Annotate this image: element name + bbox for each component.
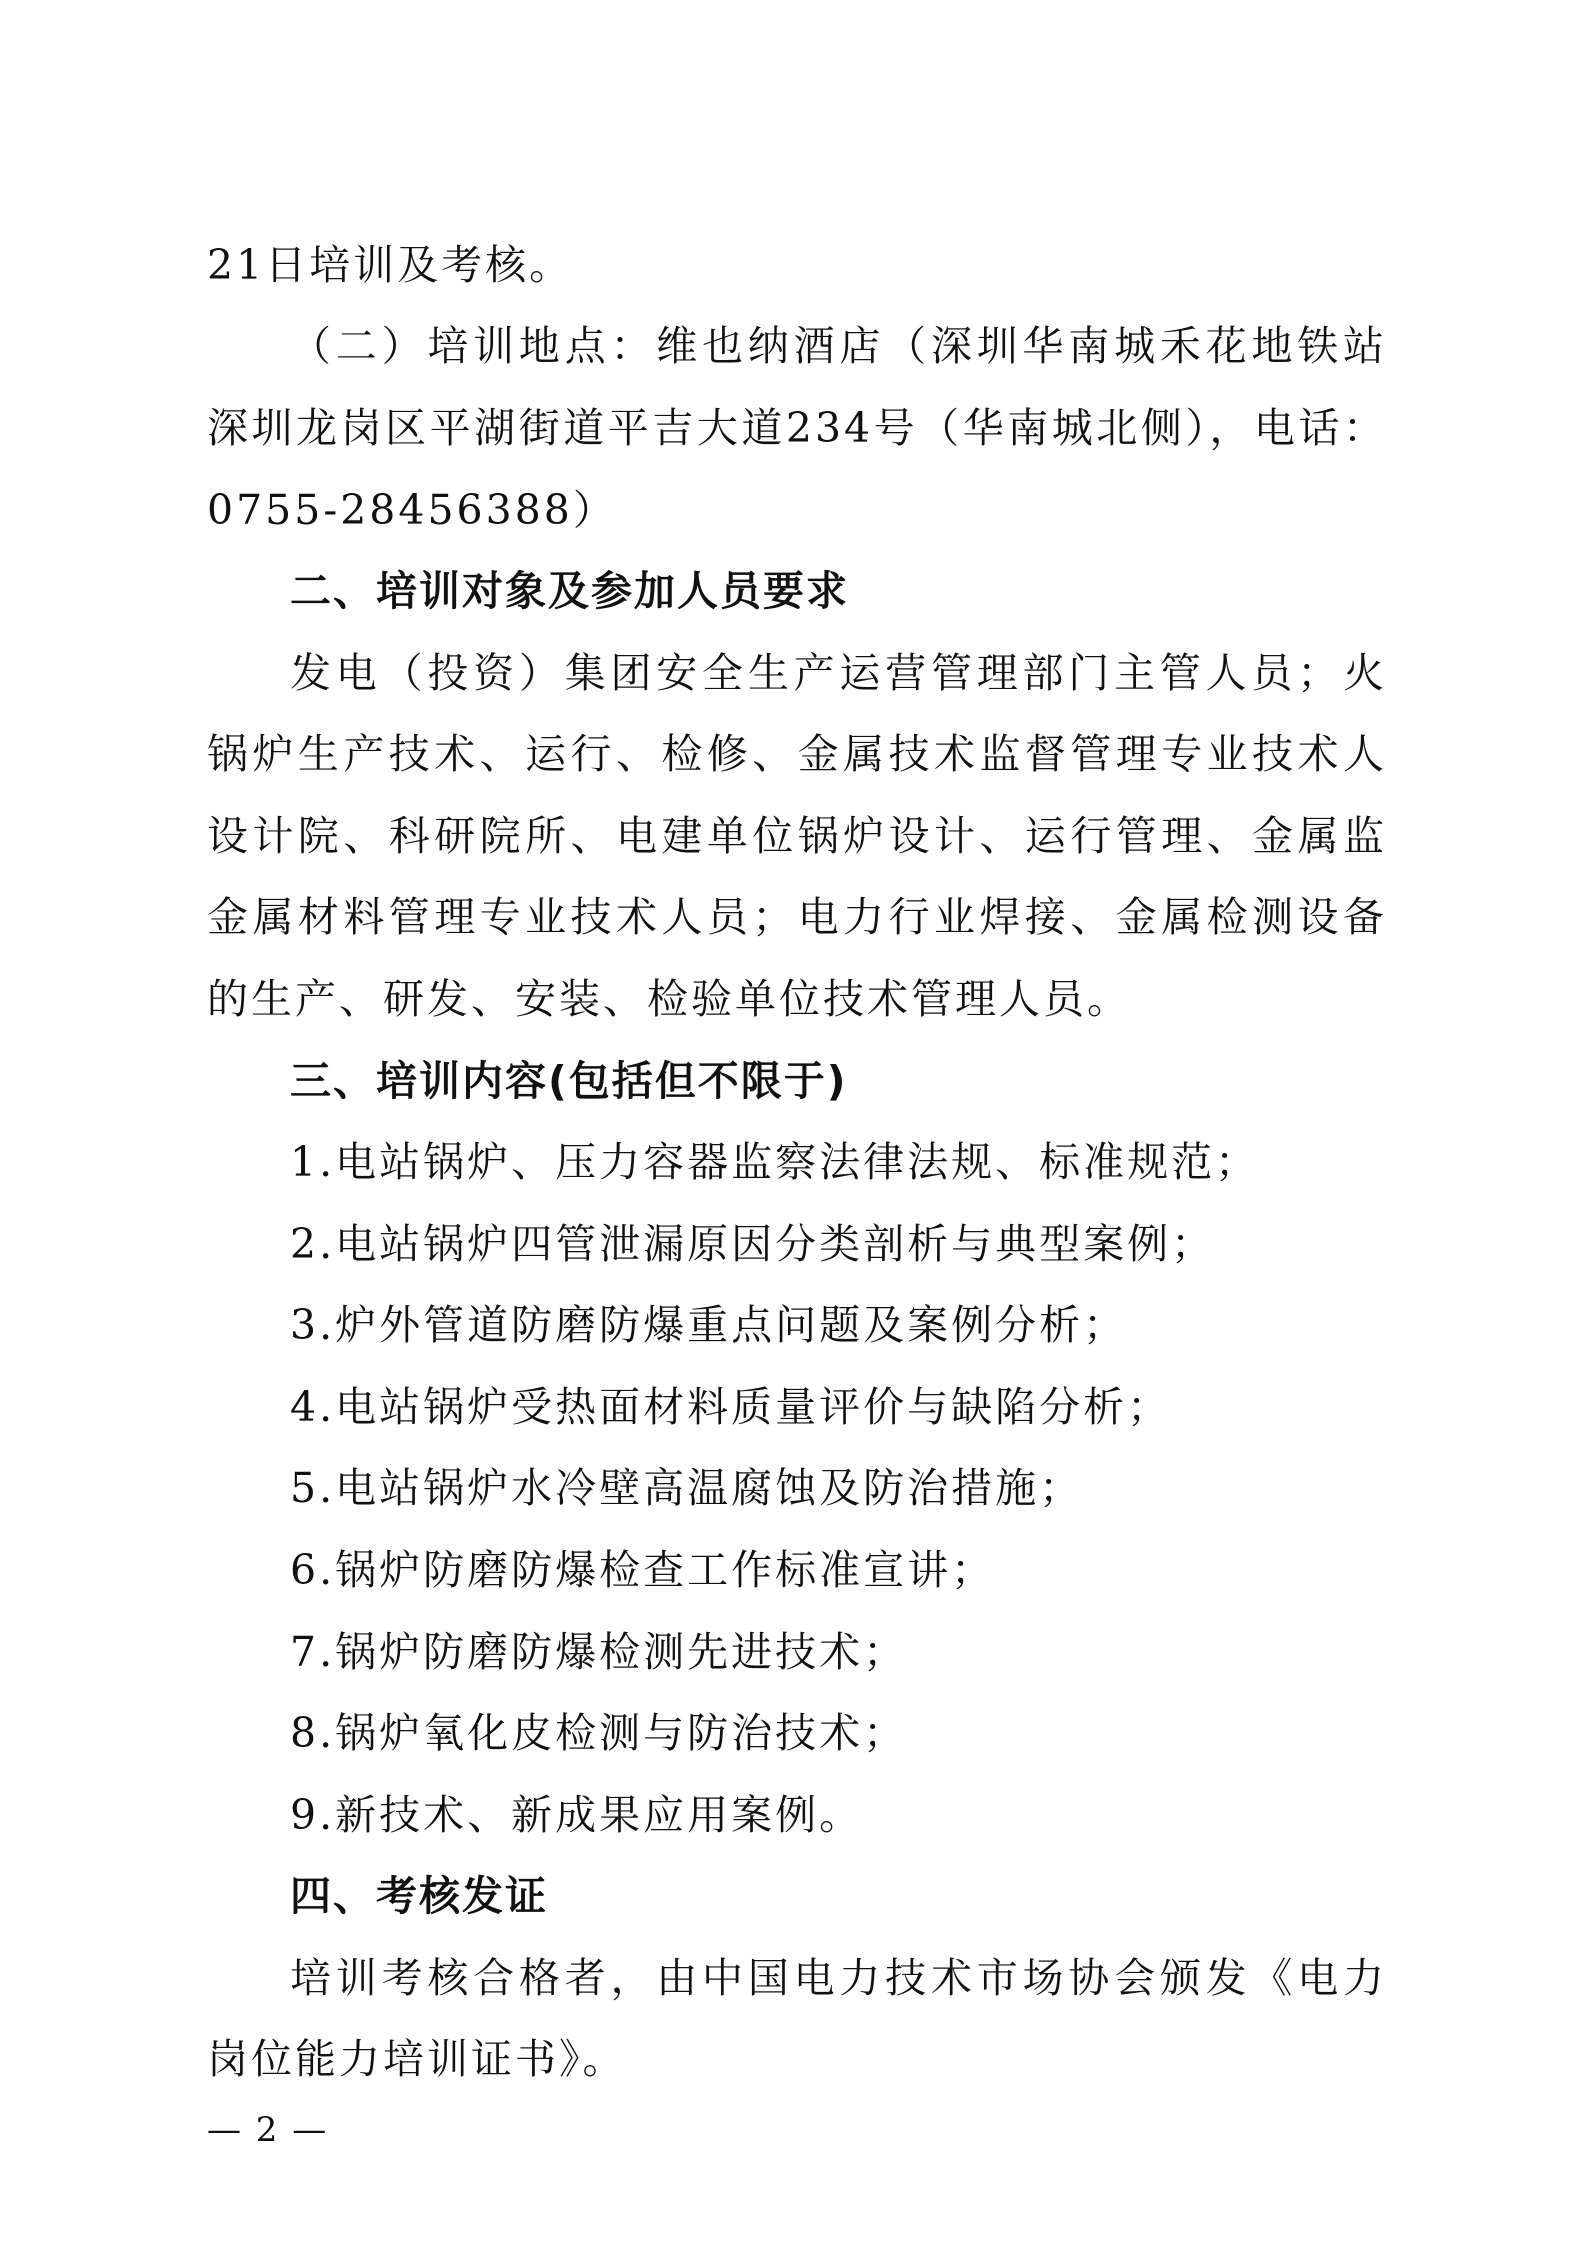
list-item-content-5: 5.电站锅炉水冷壁高温腐蚀及防治措施； bbox=[290, 1464, 1084, 1512]
section-heading-content: 三、培训内容(包括但不限于) bbox=[290, 1057, 848, 1105]
paragraph-line-address: 深圳龙岗区平湖街道平吉大道234号（华南城北侧），电话： bbox=[207, 404, 1387, 452]
paragraph-line-participants-2: 锅炉生产技术、运行、检修、金属技术监督管理专业技术人 bbox=[207, 730, 1387, 778]
section-heading-certification: 四、考核发证 bbox=[290, 1872, 548, 1920]
page-number: — 2 — bbox=[207, 2110, 329, 2150]
list-item-content-3: 3.炉外管道防磨防爆重点问题及案例分析； bbox=[290, 1301, 1128, 1349]
paragraph-line-participants-4: 金属材料管理专业技术人员；电力行业焊接、金属检测设备 bbox=[207, 893, 1387, 941]
list-item-content-6: 6.锅炉防磨防爆检查工作标准宣讲； bbox=[290, 1546, 996, 1594]
list-item-content-8: 8.锅炉氧化皮检测与防治技术； bbox=[290, 1709, 908, 1757]
paragraph-line-certification-1: 培训考核合格者，由中国电力技术市场协会颁发《电力 bbox=[290, 1954, 1387, 2002]
list-item-content-1: 1.电站锅炉、压力容器监察法律法规、标准规范； bbox=[290, 1138, 1260, 1186]
list-item-content-9: 9.新技术、新成果应用案例。 bbox=[290, 1791, 864, 1839]
list-item-content-4: 4.电站锅炉受热面材料质量评价与缺陷分析； bbox=[290, 1383, 1172, 1431]
paragraph-line-phone: 0755-28456388） bbox=[207, 486, 617, 534]
paragraph-line-certification-2: 岗位能力培训证书》。 bbox=[207, 2035, 627, 2083]
list-item-content-2: 2.电站锅炉四管泄漏原因分类剖析与典型案例； bbox=[290, 1220, 1216, 1268]
paragraph-line-participants-5: 的生产、研发、安装、检验单位技术管理人员。 bbox=[207, 975, 1131, 1023]
paragraph-line-participants-1: 发电（投资）集团安全生产运营管理部门主管人员；火 bbox=[290, 649, 1387, 697]
paragraph-line-participants-3: 设计院、科研院所、电建单位锅炉设计、运行管理、金属监 bbox=[207, 812, 1387, 860]
list-item-content-7: 7.锅炉防磨防爆检测先进技术； bbox=[290, 1628, 908, 1676]
section-heading-participants: 二、培训对象及参加人员要求 bbox=[290, 567, 849, 615]
paragraph-line-training-location: （二）培训地点：维也纳酒店（深圳华南城禾花地铁站 bbox=[290, 322, 1387, 370]
paragraph-line-continuation: 21日培训及考核。 bbox=[207, 241, 574, 289]
